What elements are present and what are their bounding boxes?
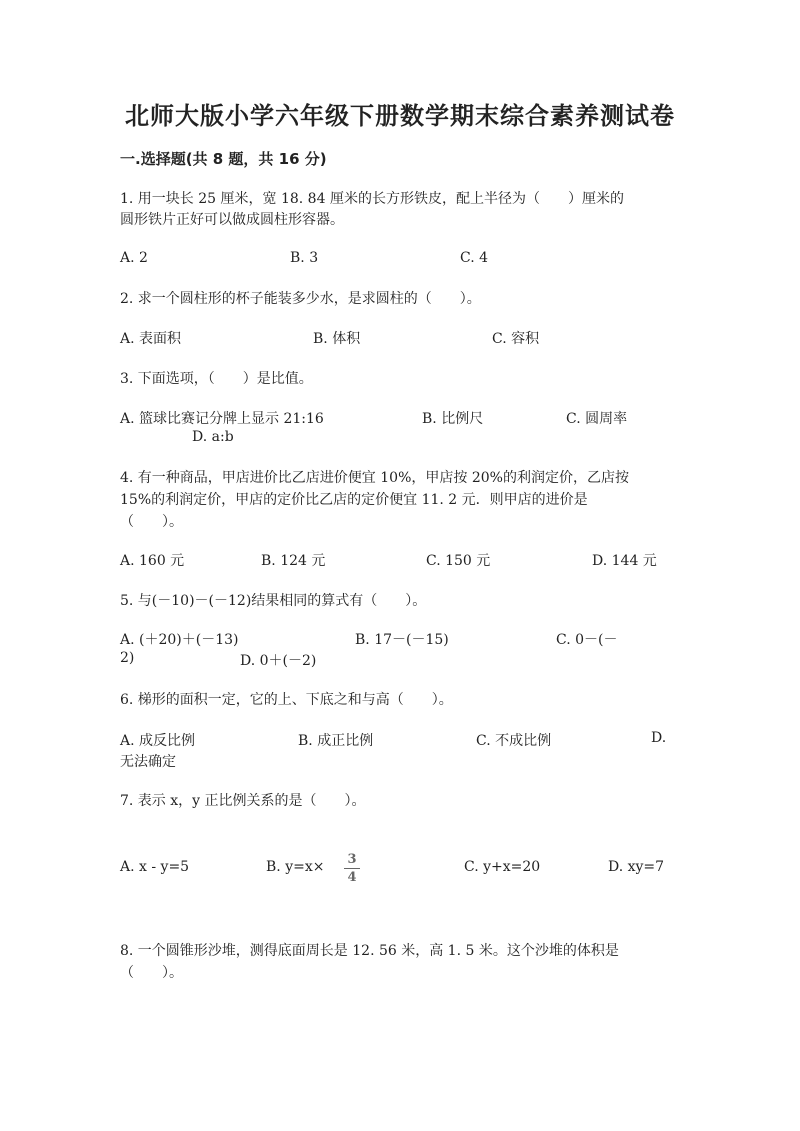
q6-option-c[interactable]: C. 不成比例 — [476, 733, 552, 749]
q6-option-d[interactable]: 无法确定 — [120, 754, 176, 770]
q4-option-c[interactable]: C. 150 元 — [426, 553, 491, 569]
q4-stem-line-1: 4. 有一种商品，甲店进价比乙店进价便宜 10%，甲店按 20%的利润定价，乙店按 — [120, 470, 629, 486]
q6-option-d-label[interactable]: D. — [651, 730, 667, 746]
q7-option-b[interactable]: B. y=x× — [266, 859, 325, 875]
fraction-denominator: 4 — [347, 870, 357, 885]
q3-option-d[interactable]: D. a:b — [192, 429, 234, 445]
q3-option-a[interactable]: A. 篮球比赛记分牌上显示 21:16 — [120, 411, 324, 427]
q4-stem-line-2: 15%的利润定价，甲店的定价比乙店的定价便宜 11. 2 元．则甲店的进价是 — [120, 492, 588, 508]
q1-stem-line-2: 圆形铁片正好可以做成圆柱形容器。 — [120, 212, 344, 228]
q1-option-b[interactable]: B. 3 — [290, 250, 319, 266]
q2-option-b[interactable]: B. 体积 — [313, 331, 361, 347]
q4-option-b[interactable]: B. 124 元 — [261, 553, 326, 569]
q5-option-d[interactable]: D. 0＋(－2) — [240, 653, 317, 669]
q8-stem-line-2: （ ）。 — [120, 965, 183, 981]
page-title: 北师大版小学六年级下册数学期末综合素养测试卷 — [125, 102, 675, 130]
q3-option-c[interactable]: C. 圆周率 — [566, 411, 628, 427]
q7-stem-line-1: 7. 表示 x，y 正比例关系的是（ ）。 — [120, 793, 366, 809]
q7-fraction — [344, 852, 360, 885]
q5-stem-line-1: 5. 与(－10)－(－12)结果相同的算式有（ ）。 — [120, 593, 427, 609]
fraction-bar — [344, 868, 360, 869]
q5-option-c-wrap[interactable]: 2) — [120, 650, 135, 666]
q4-option-d[interactable]: D. 144 元 — [592, 553, 657, 569]
section-heading: 一.选择题(共 8 题，共 16 分) — [120, 150, 327, 168]
q6-option-a[interactable]: A. 成反比例 — [120, 733, 196, 749]
q5-option-a[interactable]: A. (＋20)＋(－13) — [120, 632, 239, 648]
q2-option-a[interactable]: A. 表面积 — [120, 331, 182, 347]
q1-option-c[interactable]: C. 4 — [460, 250, 489, 266]
q4-stem-line-3: （ ）。 — [120, 514, 183, 530]
q4-option-a[interactable]: A. 160 元 — [120, 553, 185, 569]
q7-option-d[interactable]: D. xy=7 — [608, 859, 665, 875]
q2-option-c[interactable]: C. 容积 — [492, 331, 540, 347]
q1-stem-line-1: 1. 用一块长 25 厘米，宽 18. 84 厘米的长方形铁皮，配上半径为（ ）厘米的 — [120, 191, 624, 207]
q3-option-b[interactable]: B. 比例尺 — [422, 411, 484, 427]
q6-stem-line-1: 6. 梯形的面积一定，它的上、下底之和与高（ ）。 — [120, 692, 453, 708]
q3-stem-line-1: 3. 下面选项，（ ）是比值。 — [120, 371, 313, 387]
q8-stem-line-1: 8. 一个圆锥形沙堆，测得底面周长是 12. 56 米，高 1. 5 米。这个沙堆的体积是 — [120, 943, 619, 959]
fraction-numerator: 3 — [347, 852, 357, 867]
q1-option-a[interactable]: A. 2 — [120, 250, 148, 266]
q7-option-c[interactable]: C. y+x=20 — [464, 859, 541, 875]
q5-option-b[interactable]: B. 17－(－15) — [355, 632, 449, 648]
q6-option-b[interactable]: B. 成正比例 — [298, 733, 374, 749]
q7-option-a[interactable]: A. x - y=5 — [120, 859, 190, 875]
q5-option-c[interactable]: C. 0－(－ — [556, 632, 618, 648]
q2-stem-line-1: 2. 求一个圆柱形的杯子能装多少水，是求圆柱的（ ）。 — [120, 291, 481, 307]
